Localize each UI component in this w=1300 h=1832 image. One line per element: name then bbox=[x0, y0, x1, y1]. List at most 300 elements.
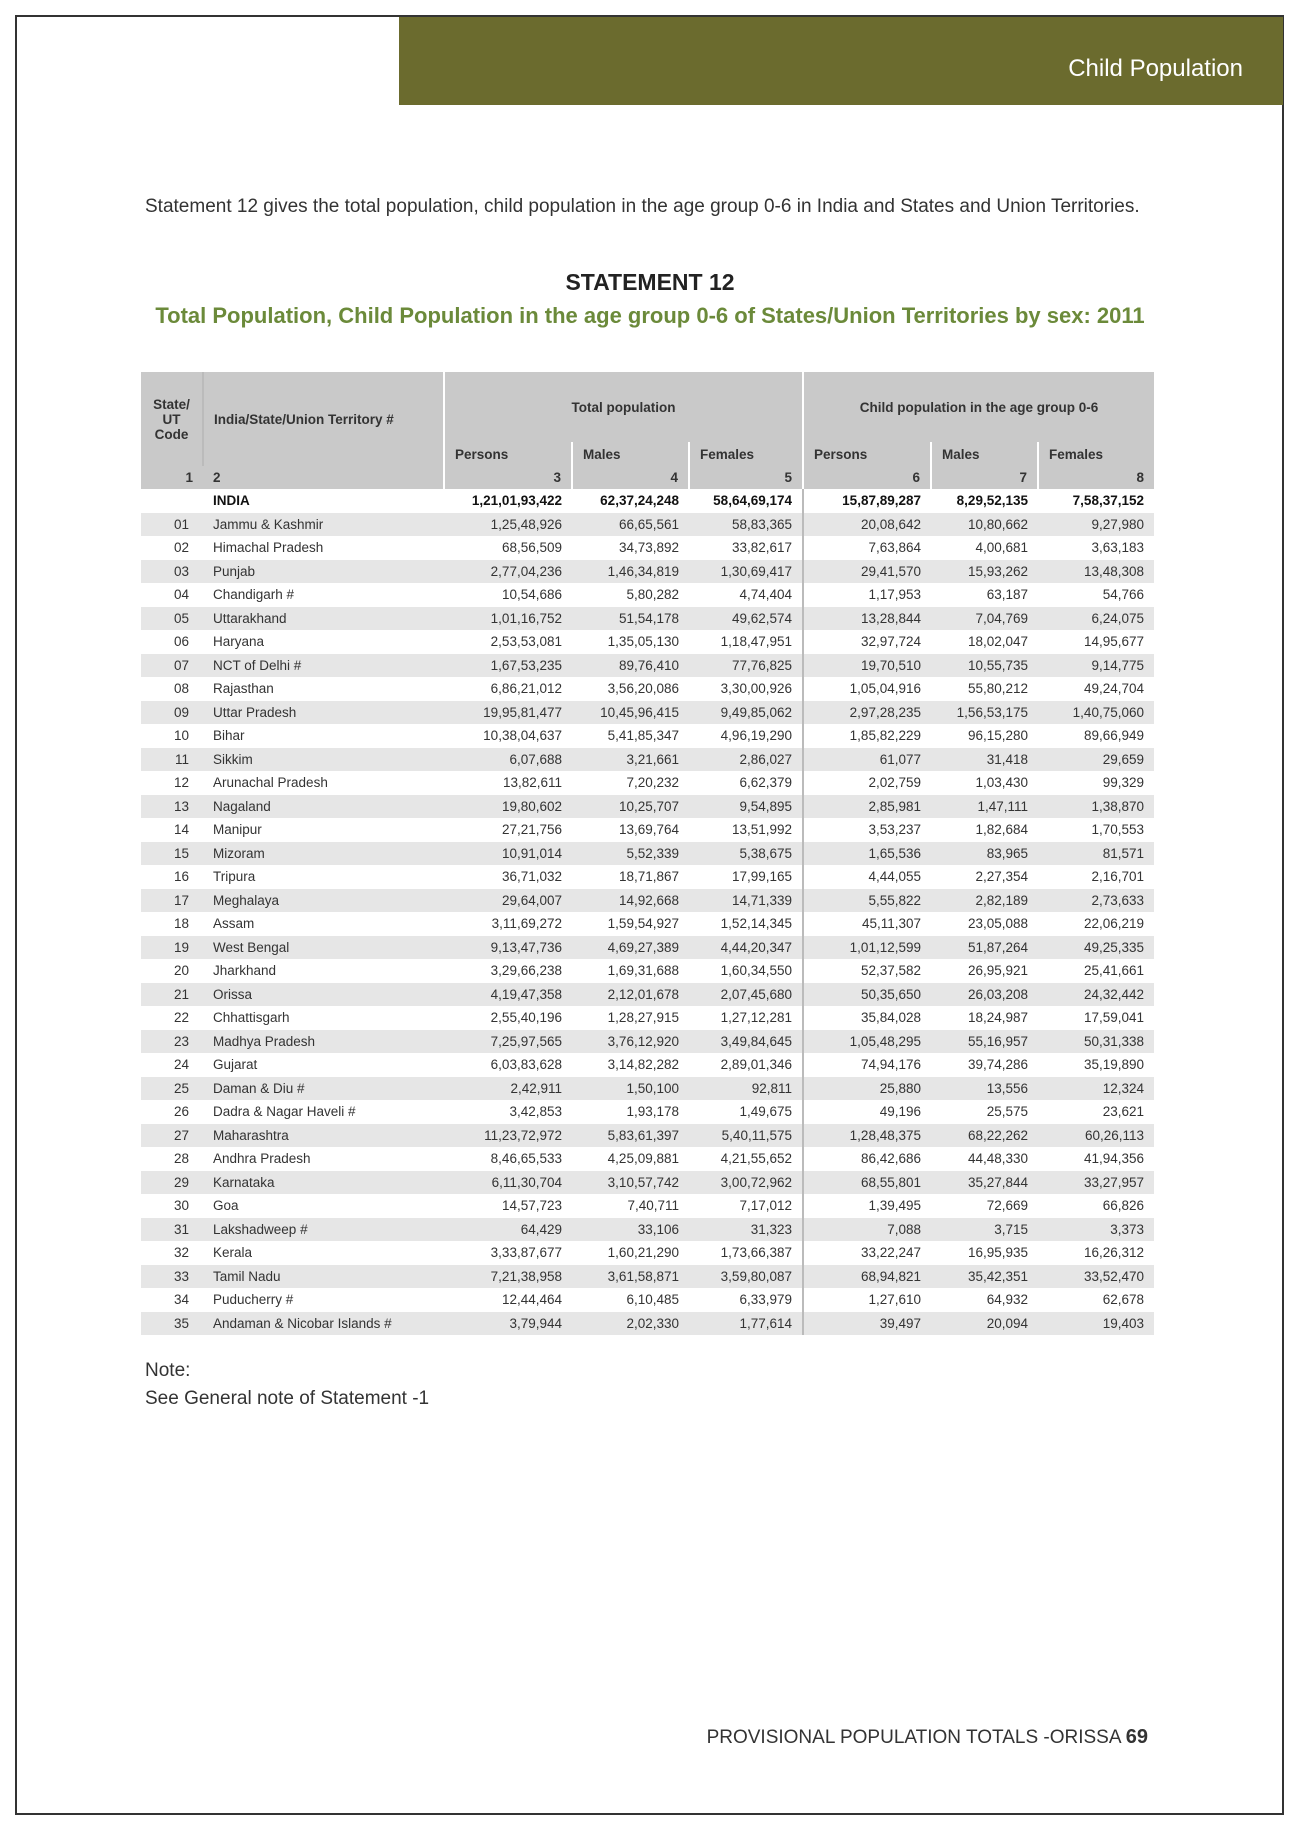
state-name-cell: Meghalaya bbox=[203, 889, 444, 913]
state-code-cell: 09 bbox=[141, 701, 203, 725]
value-cell: 41,94,356 bbox=[1083, 1151, 1144, 1167]
value-cell: 35,19,890 bbox=[1083, 1057, 1144, 1073]
header-state-name: India/State/Union Territory # bbox=[203, 372, 444, 466]
value-cell: 1,01,16,752 bbox=[444, 607, 572, 631]
value-cell: 4,00,681 bbox=[975, 540, 1028, 556]
value-cell: 1,77,614 bbox=[689, 1312, 803, 1336]
table-row bbox=[141, 1194, 1154, 1218]
state-code-cell: 32 bbox=[173, 1245, 189, 1261]
value-cell: 4,19,47,358 bbox=[444, 983, 572, 1007]
state-name-cell: Gujarat bbox=[213, 1057, 258, 1073]
value-cell: 55,16,957 bbox=[931, 1030, 1038, 1054]
value-cell: 10,45,96,415 bbox=[572, 701, 689, 725]
state-name-cell: Goa bbox=[213, 1198, 239, 1214]
header-child-population: Child population in the age group 0-6 bbox=[803, 372, 1154, 442]
value-cell: 1,59,54,927 bbox=[607, 916, 679, 932]
value-cell: 4,69,27,389 bbox=[572, 936, 689, 960]
state-name-cell: Kerala bbox=[213, 1245, 253, 1261]
state-name-cell: Dadra & Nagar Haveli # bbox=[213, 1104, 356, 1120]
value-cell: 3,00,72,962 bbox=[689, 1171, 803, 1195]
state-code-cell: 19 bbox=[141, 936, 203, 960]
value-cell: 1,27,610 bbox=[803, 1288, 931, 1312]
value-cell: 1,28,48,375 bbox=[803, 1124, 931, 1148]
table-row bbox=[141, 701, 1154, 725]
value-cell: 10,25,707 bbox=[572, 795, 689, 819]
value-cell: 45,11,307 bbox=[803, 912, 931, 936]
value-cell: 33,22,247 bbox=[803, 1241, 931, 1265]
state-code-cell: 22 bbox=[173, 1010, 189, 1026]
value-cell: 22,06,219 bbox=[1083, 916, 1144, 932]
value-cell: 7,04,769 bbox=[931, 607, 1038, 631]
value-cell: 7,63,864 bbox=[803, 536, 931, 560]
state-code-cell: 35 bbox=[141, 1312, 203, 1336]
value-cell: 61,077 bbox=[803, 748, 931, 772]
state-name-cell: Jharkhand bbox=[213, 963, 277, 979]
value-cell: 2,89,01,346 bbox=[720, 1057, 792, 1073]
value-cell: 92,811 bbox=[689, 1077, 803, 1101]
state-name-cell: Nagaland bbox=[203, 795, 444, 819]
value-cell: 1,50,100 bbox=[572, 1077, 689, 1101]
value-cell: 1,93,178 bbox=[626, 1104, 679, 1120]
subheader-child-females: Females bbox=[1038, 442, 1154, 466]
state-code-cell: 01 bbox=[141, 513, 203, 537]
value-cell: 32,97,724 bbox=[803, 630, 931, 654]
table-row bbox=[141, 1218, 1154, 1242]
state-name-cell: Punjab bbox=[203, 560, 444, 584]
value-cell: 49,24,704 bbox=[1083, 681, 1144, 697]
value-cell: 3,63,183 bbox=[1091, 540, 1144, 556]
statement-subtitle: Total Population, Child Population in the age group 0-6 of States/Union Territories by sex: 2011 bbox=[155, 303, 1145, 328]
value-cell: 20,08,642 bbox=[803, 513, 931, 537]
state-code-cell: 02 bbox=[173, 540, 189, 556]
value-cell: 7,58,37,152 bbox=[1038, 489, 1154, 513]
state-code-cell: 24 bbox=[173, 1057, 189, 1073]
state-code-cell: 31 bbox=[141, 1218, 203, 1242]
value-cell: 2,77,04,236 bbox=[444, 560, 572, 584]
value-cell: 1,38,870 bbox=[1038, 795, 1154, 819]
subheader-total-persons: Persons bbox=[444, 442, 572, 466]
value-cell: 1,05,48,295 bbox=[803, 1030, 931, 1054]
state-code-cell: 33 bbox=[141, 1265, 203, 1289]
value-cell: 9,54,895 bbox=[689, 795, 803, 819]
value-cell: 5,40,11,575 bbox=[689, 1124, 803, 1148]
table-row bbox=[141, 1171, 1154, 1195]
value-cell: 4,25,09,881 bbox=[607, 1151, 679, 1167]
value-cell: 24,32,442 bbox=[1038, 983, 1154, 1007]
column-number: 3 bbox=[444, 466, 572, 489]
state-name-cell: Puducherry # bbox=[213, 1292, 294, 1308]
value-cell: 81,571 bbox=[1038, 842, 1154, 866]
state-name-cell: Madhya Pradesh bbox=[203, 1030, 444, 1054]
value-cell: 2,02,759 bbox=[803, 771, 931, 795]
state-name-cell: Daman & Diu # bbox=[203, 1077, 444, 1101]
value-cell: 1,35,05,130 bbox=[607, 634, 679, 650]
value-cell: 6,11,30,704 bbox=[444, 1171, 572, 1195]
value-cell: 3,49,84,645 bbox=[689, 1030, 803, 1054]
value-cell: 66,826 bbox=[1102, 1198, 1144, 1214]
note-block bbox=[145, 1357, 429, 1413]
state-name-cell: Tamil Nadu bbox=[203, 1265, 444, 1289]
table-row bbox=[141, 889, 1154, 913]
value-cell: 16,95,935 bbox=[967, 1245, 1028, 1261]
section-header-band bbox=[399, 17, 1283, 105]
note-label: Note: bbox=[145, 1360, 191, 1381]
value-cell: 7,40,711 bbox=[627, 1198, 679, 1214]
table-row bbox=[141, 818, 1154, 842]
header-total-population: Total population bbox=[444, 372, 803, 442]
value-cell: 2,42,911 bbox=[444, 1077, 572, 1101]
column-number: 7 bbox=[931, 466, 1038, 489]
value-cell: 64,932 bbox=[986, 1292, 1028, 1308]
value-cell: 1,70,553 bbox=[1091, 822, 1144, 838]
value-cell: 29,41,570 bbox=[803, 560, 931, 584]
value-cell: 7,25,97,565 bbox=[444, 1030, 572, 1054]
subheader-child-persons: Persons bbox=[803, 442, 931, 466]
population-table bbox=[141, 372, 1154, 1335]
value-cell: 35,27,844 bbox=[931, 1171, 1038, 1195]
value-cell: 9,27,980 bbox=[1038, 513, 1154, 537]
value-cell: 1,18,47,951 bbox=[720, 634, 792, 650]
value-cell: 60,26,113 bbox=[1038, 1124, 1154, 1148]
subheader-total-males: Males bbox=[572, 442, 689, 466]
column-number: 6 bbox=[803, 466, 931, 489]
value-cell: 1,27,12,281 bbox=[720, 1010, 792, 1026]
value-cell: 2,73,633 bbox=[1038, 889, 1154, 913]
state-code-cell: 06 bbox=[173, 634, 189, 650]
value-cell: 8,46,65,533 bbox=[490, 1151, 562, 1167]
value-cell: 89,66,949 bbox=[1083, 728, 1144, 744]
value-cell: 6,03,83,628 bbox=[490, 1057, 562, 1073]
value-cell: 5,83,61,397 bbox=[572, 1124, 689, 1148]
page-footer bbox=[707, 1726, 1148, 1749]
table-row bbox=[141, 936, 1154, 960]
state-code-cell: 16 bbox=[173, 869, 189, 885]
value-cell: 25,575 bbox=[986, 1104, 1028, 1120]
value-cell: 2,53,53,081 bbox=[490, 634, 562, 650]
table-row bbox=[141, 1006, 1154, 1030]
state-code-cell: 04 bbox=[173, 587, 189, 603]
value-cell: 5,55,822 bbox=[803, 889, 931, 913]
state-code-cell: 20 bbox=[173, 963, 189, 979]
value-cell: 1,69,31,688 bbox=[607, 963, 679, 979]
state-name-cell: Mizoram bbox=[203, 842, 444, 866]
value-cell: 14,92,668 bbox=[572, 889, 689, 913]
intro-paragraph: Statement 12 gives the total population, child population in the age group 0-6 in India and States and Union Territories. bbox=[145, 196, 1140, 217]
value-cell: 10,91,014 bbox=[444, 842, 572, 866]
state-code-cell: 23 bbox=[141, 1030, 203, 1054]
value-cell: 1,30,69,417 bbox=[689, 560, 803, 584]
value-cell: 55,80,212 bbox=[967, 681, 1028, 697]
state-name-cell: Assam bbox=[213, 916, 255, 932]
value-cell: 3,59,80,087 bbox=[689, 1265, 803, 1289]
value-cell: 58,83,365 bbox=[689, 513, 803, 537]
value-cell: 1,21,01,93,422 bbox=[444, 489, 572, 513]
value-cell: 1,52,14,345 bbox=[720, 916, 792, 932]
value-cell: 26,03,208 bbox=[931, 983, 1038, 1007]
value-cell: 3,79,944 bbox=[444, 1312, 572, 1336]
value-cell: 2,55,40,196 bbox=[490, 1010, 562, 1026]
value-cell: 1,60,34,550 bbox=[720, 963, 792, 979]
state-code-cell: 13 bbox=[141, 795, 203, 819]
state-name-cell: Andhra Pradesh bbox=[213, 1151, 311, 1167]
value-cell: 10,80,662 bbox=[931, 513, 1038, 537]
value-cell: 4,21,55,652 bbox=[720, 1151, 792, 1167]
value-cell: 64,429 bbox=[444, 1218, 572, 1242]
value-cell: 3,61,58,871 bbox=[572, 1265, 689, 1289]
value-cell: 19,403 bbox=[1038, 1312, 1154, 1336]
value-cell: 13,69,764 bbox=[618, 822, 679, 838]
value-cell: 14,57,723 bbox=[501, 1198, 562, 1214]
value-cell: 3,11,69,272 bbox=[491, 916, 562, 932]
value-cell: 6,10,485 bbox=[626, 1292, 679, 1308]
value-cell: 6,07,688 bbox=[444, 748, 572, 772]
table-row bbox=[141, 959, 1154, 983]
value-cell: 3,21,661 bbox=[572, 748, 689, 772]
state-code-cell: 21 bbox=[141, 983, 203, 1007]
value-cell: 1,17,953 bbox=[803, 583, 931, 607]
state-code-cell: 14 bbox=[173, 822, 189, 838]
value-cell: 4,74,404 bbox=[739, 587, 792, 603]
value-cell: 3,42,853 bbox=[509, 1104, 562, 1120]
value-cell: 10,54,686 bbox=[501, 587, 562, 603]
value-cell: 3,56,20,086 bbox=[607, 681, 679, 697]
value-cell: 58,64,69,174 bbox=[689, 489, 803, 513]
value-cell: 52,37,582 bbox=[803, 959, 931, 983]
table-row bbox=[141, 630, 1154, 654]
column-number: 2 bbox=[203, 466, 444, 489]
state-code-cell: 34 bbox=[173, 1292, 189, 1308]
value-cell: 2,02,330 bbox=[572, 1312, 689, 1336]
state-name-cell: Rajasthan bbox=[213, 681, 274, 697]
value-cell: 72,669 bbox=[986, 1198, 1028, 1214]
value-cell: 4,96,19,290 bbox=[720, 728, 792, 744]
value-cell: 1,67,53,235 bbox=[444, 654, 572, 678]
value-cell: 1,73,66,387 bbox=[720, 1245, 792, 1261]
state-name-cell: Karnataka bbox=[203, 1171, 444, 1195]
value-cell: 4,44,055 bbox=[803, 865, 931, 889]
table-row bbox=[141, 1241, 1154, 1265]
state-name-cell: Arunachal Pradesh bbox=[213, 775, 328, 791]
table-row bbox=[141, 1077, 1154, 1101]
value-cell: 3,29,66,238 bbox=[490, 963, 562, 979]
table-row bbox=[141, 865, 1154, 889]
value-cell: 2,27,354 bbox=[975, 869, 1028, 885]
value-cell: 33,82,617 bbox=[731, 540, 792, 556]
state-code-cell: 15 bbox=[141, 842, 203, 866]
value-cell: 10,38,04,637 bbox=[483, 728, 562, 744]
value-cell: 39,497 bbox=[803, 1312, 931, 1336]
value-cell: 2,16,701 bbox=[1091, 869, 1144, 885]
value-cell: 31,418 bbox=[931, 748, 1038, 772]
value-cell: 63,187 bbox=[986, 587, 1028, 603]
section-title: Child Population bbox=[1068, 55, 1243, 82]
value-cell: 31,323 bbox=[689, 1218, 803, 1242]
value-cell: 17,99,165 bbox=[731, 869, 792, 885]
state-name-cell: Chandigarh # bbox=[213, 587, 295, 603]
state-name-cell: Chhattisgarh bbox=[213, 1010, 290, 1026]
state-name-cell: Uttar Pradesh bbox=[203, 701, 444, 725]
value-cell: 50,35,650 bbox=[803, 983, 931, 1007]
state-code-cell: 26 bbox=[173, 1104, 189, 1120]
state-code-cell bbox=[141, 489, 203, 513]
value-cell: 49,196 bbox=[803, 1100, 931, 1124]
value-cell: 77,76,825 bbox=[689, 654, 803, 678]
value-cell: 7,21,38,958 bbox=[444, 1265, 572, 1289]
value-cell: 14,71,339 bbox=[689, 889, 803, 913]
state-code-cell: 03 bbox=[141, 560, 203, 584]
value-cell: 3,30,00,926 bbox=[720, 681, 792, 697]
value-cell: 2,82,189 bbox=[931, 889, 1038, 913]
value-cell: 9,14,775 bbox=[1038, 654, 1154, 678]
value-cell: 89,76,410 bbox=[572, 654, 689, 678]
page-number: 69 bbox=[1125, 1726, 1148, 1748]
column-number: 4 bbox=[572, 466, 689, 489]
india-total-row bbox=[141, 489, 1154, 513]
value-cell: 8,29,52,135 bbox=[931, 489, 1038, 513]
table-row bbox=[141, 1100, 1154, 1124]
state-code-cell: 25 bbox=[141, 1077, 203, 1101]
value-cell: 6,24,075 bbox=[1038, 607, 1154, 631]
value-cell: 66,65,561 bbox=[572, 513, 689, 537]
value-cell: 23,621 bbox=[1102, 1104, 1144, 1120]
value-cell: 54,766 bbox=[1102, 587, 1144, 603]
value-cell: 19,80,602 bbox=[444, 795, 572, 819]
state-name-cell: Uttarakhand bbox=[203, 607, 444, 631]
value-cell: 25,880 bbox=[803, 1077, 931, 1101]
state-code-cell: 30 bbox=[173, 1198, 189, 1214]
table-row bbox=[141, 654, 1154, 678]
state-code-cell: 12 bbox=[173, 775, 189, 791]
state-name-cell: Orissa bbox=[203, 983, 444, 1007]
value-cell: 7,17,012 bbox=[739, 1198, 792, 1214]
column-number: 5 bbox=[689, 466, 803, 489]
value-cell: 68,22,262 bbox=[931, 1124, 1038, 1148]
table-row bbox=[141, 842, 1154, 866]
table-row bbox=[141, 1053, 1154, 1077]
state-name-cell: Tripura bbox=[213, 869, 256, 885]
value-cell: 14,95,677 bbox=[1083, 634, 1144, 650]
value-cell: 68,55,801 bbox=[803, 1171, 931, 1195]
value-cell: 1,49,675 bbox=[739, 1104, 792, 1120]
value-cell: 13,556 bbox=[931, 1077, 1038, 1101]
subheader-child-males: Males bbox=[931, 442, 1038, 466]
value-cell: 68,94,821 bbox=[803, 1265, 931, 1289]
state-code-cell: 29 bbox=[141, 1171, 203, 1195]
value-cell: 1,47,111 bbox=[931, 795, 1038, 819]
value-cell: 15,93,262 bbox=[931, 560, 1038, 584]
value-cell: 13,28,844 bbox=[803, 607, 931, 631]
value-cell: 35,42,351 bbox=[931, 1265, 1038, 1289]
table-row bbox=[141, 748, 1154, 772]
table-row bbox=[141, 983, 1154, 1007]
value-cell: 11,23,72,972 bbox=[444, 1124, 572, 1148]
state-code-cell: 10 bbox=[173, 728, 189, 744]
table-row bbox=[141, 607, 1154, 631]
value-cell: 23,05,088 bbox=[967, 916, 1028, 932]
value-cell: 2,12,01,678 bbox=[572, 983, 689, 1007]
state-name-cell: Jammu & Kashmir bbox=[203, 513, 444, 537]
value-cell: 29,659 bbox=[1038, 748, 1154, 772]
value-cell: 5,41,85,347 bbox=[607, 728, 679, 744]
value-cell: 9,49,85,062 bbox=[689, 701, 803, 725]
value-cell: 25,41,661 bbox=[1083, 963, 1144, 979]
table-row bbox=[141, 795, 1154, 819]
table-row bbox=[141, 513, 1154, 537]
value-cell: 33,27,957 bbox=[1038, 1171, 1154, 1195]
value-cell: 1,40,75,060 bbox=[1038, 701, 1154, 725]
value-cell: 1,82,684 bbox=[975, 822, 1028, 838]
table-row bbox=[141, 724, 1154, 748]
value-cell: 34,73,892 bbox=[618, 540, 679, 556]
value-cell: 1,56,53,175 bbox=[931, 701, 1038, 725]
value-cell: 17,59,041 bbox=[1083, 1010, 1144, 1026]
value-cell: 3,76,12,920 bbox=[572, 1030, 689, 1054]
value-cell: 2,85,981 bbox=[803, 795, 931, 819]
value-cell: 5,80,282 bbox=[626, 587, 679, 603]
value-cell: 7,20,232 bbox=[626, 775, 679, 791]
table-row bbox=[141, 583, 1154, 607]
value-cell: 4,44,20,347 bbox=[689, 936, 803, 960]
value-cell: 15,87,89,287 bbox=[803, 489, 931, 513]
value-cell: 6,86,21,012 bbox=[490, 681, 562, 697]
state-code-cell: 18 bbox=[173, 916, 189, 932]
state-name-cell: Andaman & Nicobar Islands # bbox=[203, 1312, 444, 1336]
value-cell: 33,106 bbox=[572, 1218, 689, 1242]
value-cell: 18,24,987 bbox=[967, 1010, 1028, 1026]
value-cell: 20,094 bbox=[931, 1312, 1038, 1336]
value-cell: 19,95,81,477 bbox=[444, 701, 572, 725]
table-row bbox=[141, 1030, 1154, 1054]
state-name-cell: Himachal Pradesh bbox=[213, 540, 324, 556]
value-cell: 2,97,28,235 bbox=[803, 701, 931, 725]
state-name-cell: Manipur bbox=[213, 822, 262, 838]
table-row bbox=[141, 560, 1154, 584]
table-row bbox=[141, 1124, 1154, 1148]
value-cell: 5,38,675 bbox=[689, 842, 803, 866]
value-cell: 3,53,237 bbox=[803, 818, 931, 842]
state-name-cell: Sikkim bbox=[203, 748, 444, 772]
value-cell: 18,71,867 bbox=[618, 869, 679, 885]
state-name-cell: West Bengal bbox=[203, 936, 444, 960]
value-cell: 26,95,921 bbox=[967, 963, 1028, 979]
value-cell: 1,25,48,926 bbox=[444, 513, 572, 537]
value-cell: 74,94,176 bbox=[803, 1053, 931, 1077]
value-cell: 3,14,82,282 bbox=[607, 1057, 679, 1073]
value-cell: 1,05,04,916 bbox=[803, 677, 931, 701]
state-code-cell: 08 bbox=[173, 681, 189, 697]
value-cell: 7,088 bbox=[803, 1218, 931, 1242]
state-code-cell: 07 bbox=[141, 654, 203, 678]
note-text: See General note of Statement -1 bbox=[145, 1388, 430, 1409]
state-code-cell: 11 bbox=[141, 748, 203, 772]
value-cell: 49,62,574 bbox=[689, 607, 803, 631]
state-name-cell: Haryana bbox=[213, 634, 265, 650]
value-cell: 3,373 bbox=[1038, 1218, 1154, 1242]
value-cell: 1,03,430 bbox=[975, 775, 1028, 791]
value-cell: 36,71,032 bbox=[501, 869, 562, 885]
value-cell: 33,52,470 bbox=[1038, 1265, 1154, 1289]
table-row bbox=[141, 536, 1154, 560]
value-cell: 35,84,028 bbox=[803, 1006, 931, 1030]
value-cell: 6,33,979 bbox=[739, 1292, 792, 1308]
value-cell: 12,44,464 bbox=[501, 1292, 562, 1308]
value-cell: 13,51,992 bbox=[731, 822, 792, 838]
table-row bbox=[141, 677, 1154, 701]
value-cell: 44,48,330 bbox=[967, 1151, 1028, 1167]
value-cell: 19,70,510 bbox=[803, 654, 931, 678]
state-name-cell: Lakshadweep # bbox=[203, 1218, 444, 1242]
value-cell: 1,01,12,599 bbox=[803, 936, 931, 960]
